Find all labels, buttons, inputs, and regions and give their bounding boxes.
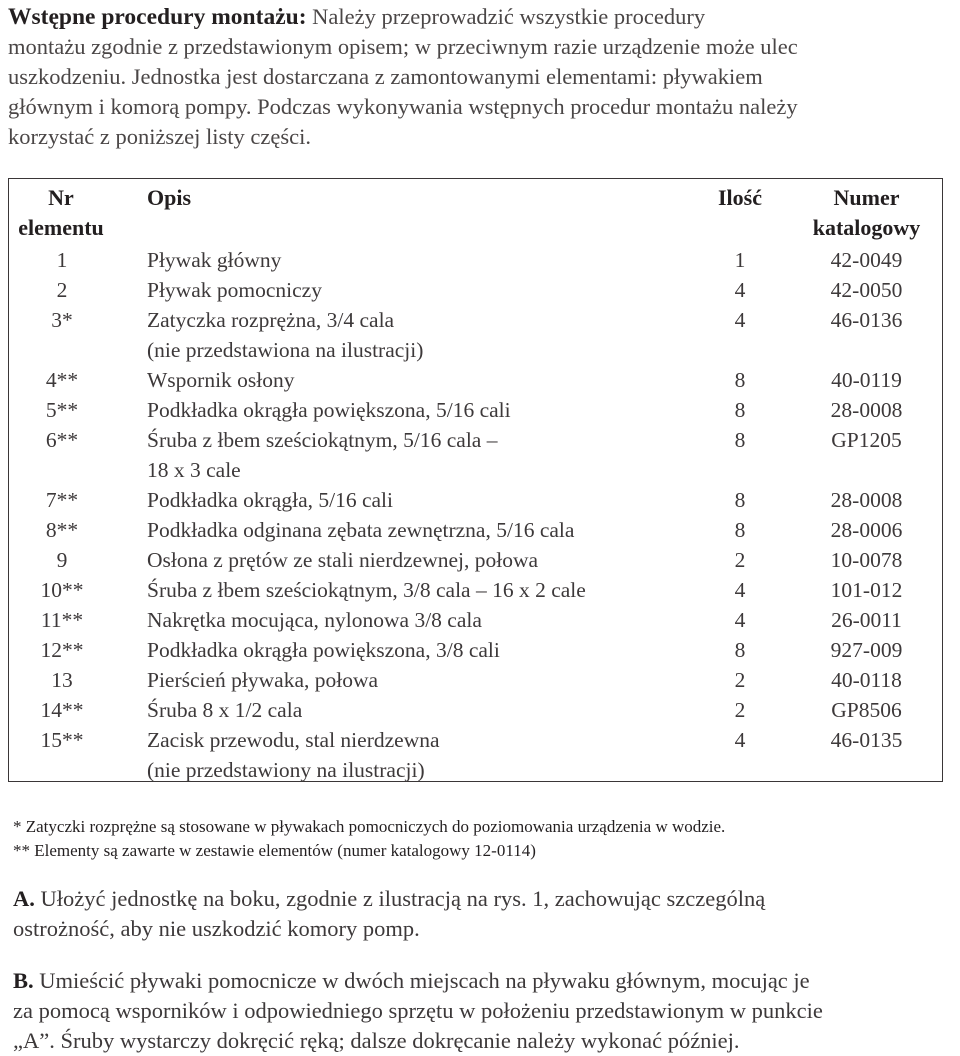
cell-item-number: 9 (56, 548, 68, 572)
header-numer (789, 183, 944, 243)
cell-description (147, 545, 707, 575)
cell-catalog-number: 101-012 (830, 578, 903, 602)
description-line: Zatyczka rozprężna, 3/4 cala (147, 308, 395, 332)
cell-item-number: 4** (45, 368, 79, 392)
description-line: Śruba z łbem sześciokątnym, 5/16 cala – (147, 428, 498, 452)
cell-catalog-number: GP1205 (831, 428, 902, 452)
description-line: Pływak główny (147, 248, 282, 272)
description-line: Podkładka odginana zębata zewnętrzna, 5/16 cala (147, 518, 575, 542)
cell-quantity: 4 (734, 608, 746, 632)
intro-line (8, 2, 953, 32)
cell-quantity: 4 (734, 578, 746, 602)
description-line: Podkładka okrągła powiększona, 5/16 cali (147, 398, 511, 422)
cell-quantity: 8 (734, 398, 746, 422)
cell-item-number: 15** (40, 728, 84, 752)
cell-description (147, 245, 707, 275)
cell-item-number: 5** (45, 398, 79, 422)
intro-line: uszkodzeniu. Jednostka jest dostarczana z zamontowanymi elementami: pływakiem (8, 64, 763, 89)
description-line: Śruba 8 x 1/2 cala (147, 698, 303, 722)
step-b (13, 966, 948, 1056)
cell-quantity: 2 (734, 698, 746, 722)
cell-catalog-number: 28-0008 (830, 488, 903, 512)
cell-quantity: 4 (734, 728, 746, 752)
cell-catalog-number: 28-0006 (830, 518, 903, 542)
description-line: (nie przedstawiony na ilustracji) (147, 758, 425, 782)
cell-description (147, 695, 707, 725)
cell-description (147, 665, 707, 695)
intro-line: głównym i komorą pompy. Podczas wykonywania wstępnych procedur montażu należy (8, 94, 798, 119)
cell-description (147, 605, 707, 635)
cell-description (147, 425, 707, 485)
intro-paragraph (8, 2, 953, 152)
description-line: Śruba z łbem sześciokątnym, 3/8 cala – 16 x 2 cale (147, 578, 586, 602)
cell-catalog-number: 10-0078 (830, 548, 903, 572)
cell-item-number: 12** (40, 638, 84, 662)
cell-catalog-number: 26-0011 (831, 608, 902, 632)
step-a-line: ostrożność, aby nie uszkodzić komory pomp. (13, 916, 420, 941)
cell-description (147, 515, 707, 545)
footnote-2: ** Elementy są zawarte w zestawie elementów (numer katalogowy 12-0114) (13, 841, 536, 860)
footnotes (13, 815, 725, 863)
description-line: (nie przedstawiona na ilustracji) (147, 338, 424, 362)
cell-quantity: 8 (734, 518, 746, 542)
intro-line: korzystać z poniższej listy części. (8, 124, 312, 149)
description-line: Podkładka okrągła, 5/16 cali (147, 488, 393, 512)
description-line: Osłona z prętów ze stali nierdzewnej, połowa (147, 548, 539, 572)
header-ilosc: Ilość (718, 185, 762, 210)
step-a-line (13, 884, 948, 914)
intro-text: Należy przeprowadzić wszystkie procedury (312, 4, 706, 29)
cell-item-number: 7** (45, 488, 79, 512)
cell-item-number: 8** (45, 518, 79, 542)
cell-catalog-number: 927-009 (830, 638, 903, 662)
cell-catalog-number: 40-0119 (831, 368, 902, 392)
intro-title: Wstępne procedury montażu: (8, 4, 307, 30)
cell-quantity: 4 (734, 308, 746, 332)
description-line: Pierścień pływaka, połowa (147, 668, 379, 692)
cell-catalog-number: 46-0136 (830, 308, 903, 332)
cell-quantity: 4 (734, 278, 746, 302)
description-line: Nakrętka mocująca, nylonowa 3/8 cala (147, 608, 482, 632)
cell-quantity: 2 (734, 548, 746, 572)
description-line: Podkładka okrągła powiększona, 3/8 cali (147, 638, 500, 662)
cell-item-number: 14** (40, 698, 84, 722)
cell-catalog-number: GP8506 (831, 698, 902, 722)
cell-quantity: 1 (734, 248, 746, 272)
description-line: Zacisk przewodu, stal nierdzewna (147, 728, 440, 752)
description-line: Wspornik osłony (147, 368, 295, 392)
cell-item-number: 1 (56, 248, 68, 272)
cell-item-number: 11** (40, 608, 84, 632)
cell-quantity: 8 (734, 428, 746, 452)
cell-description (147, 395, 707, 425)
step-b-letter: B. (13, 968, 34, 993)
header-nr (9, 183, 113, 243)
header-nr-line2: elementu (18, 215, 104, 240)
cell-quantity: 2 (734, 668, 746, 692)
cell-quantity: 8 (734, 488, 746, 512)
cell-description (147, 575, 707, 605)
cell-item-number: 10** (40, 578, 84, 602)
step-b-text: Umieścić pływaki pomocnicze w dwóch miejscach na pływaku głównym, mocując je (39, 968, 810, 993)
parts-table (8, 178, 943, 782)
cell-catalog-number: 42-0049 (830, 248, 903, 272)
step-b-line: „A”. Śruby wystarczy dokręcić ręką; dalsze dokręcanie należy wykonać później. (13, 1028, 740, 1053)
cell-item-number: 3* (51, 308, 73, 332)
step-a-letter: A. (13, 886, 35, 911)
cell-catalog-number: 28-0008 (830, 398, 903, 422)
cell-quantity: 8 (734, 638, 746, 662)
cell-description (147, 635, 707, 665)
step-b-line: za pomocą wsporników i odpowiedniego sprzętu w położeniu przedstawionym w punkcie (13, 998, 823, 1023)
cell-item-number: 6** (45, 428, 79, 452)
cell-description (147, 275, 707, 305)
header-numer-line1: Numer (833, 185, 900, 210)
cell-description (147, 305, 707, 365)
cell-catalog-number: 46-0135 (830, 728, 903, 752)
cell-description (147, 365, 707, 395)
description-line: 18 x 3 cale (147, 458, 241, 482)
cell-description (147, 725, 707, 785)
cell-item-number: 13 (51, 668, 73, 692)
cell-description (147, 485, 707, 515)
header-nr-line1: Nr (48, 185, 74, 210)
cell-quantity: 8 (734, 368, 746, 392)
step-a-text: Ułożyć jednostkę na boku, zgodnie z ilustracją na rys. 1, zachowując szczególną (40, 886, 766, 911)
cell-catalog-number: 42-0050 (830, 278, 903, 302)
cell-catalog-number: 40-0118 (831, 668, 902, 692)
cell-item-number: 2 (56, 278, 68, 302)
description-line: Pływak pomocniczy (147, 278, 322, 302)
intro-line: montażu zgodnie z przedstawionym opisem; w przeciwnym razie urządzenie może ulec (8, 34, 798, 59)
header-numer-line2: katalogowy (812, 215, 921, 240)
step-b-line (13, 966, 948, 996)
footnote-1: * Zatyczki rozprężne są stosowane w pływakach pomocniczych do poziomowania urządzenia w wodzie. (13, 817, 726, 836)
step-a (13, 884, 948, 944)
header-opis: Opis (147, 185, 192, 210)
